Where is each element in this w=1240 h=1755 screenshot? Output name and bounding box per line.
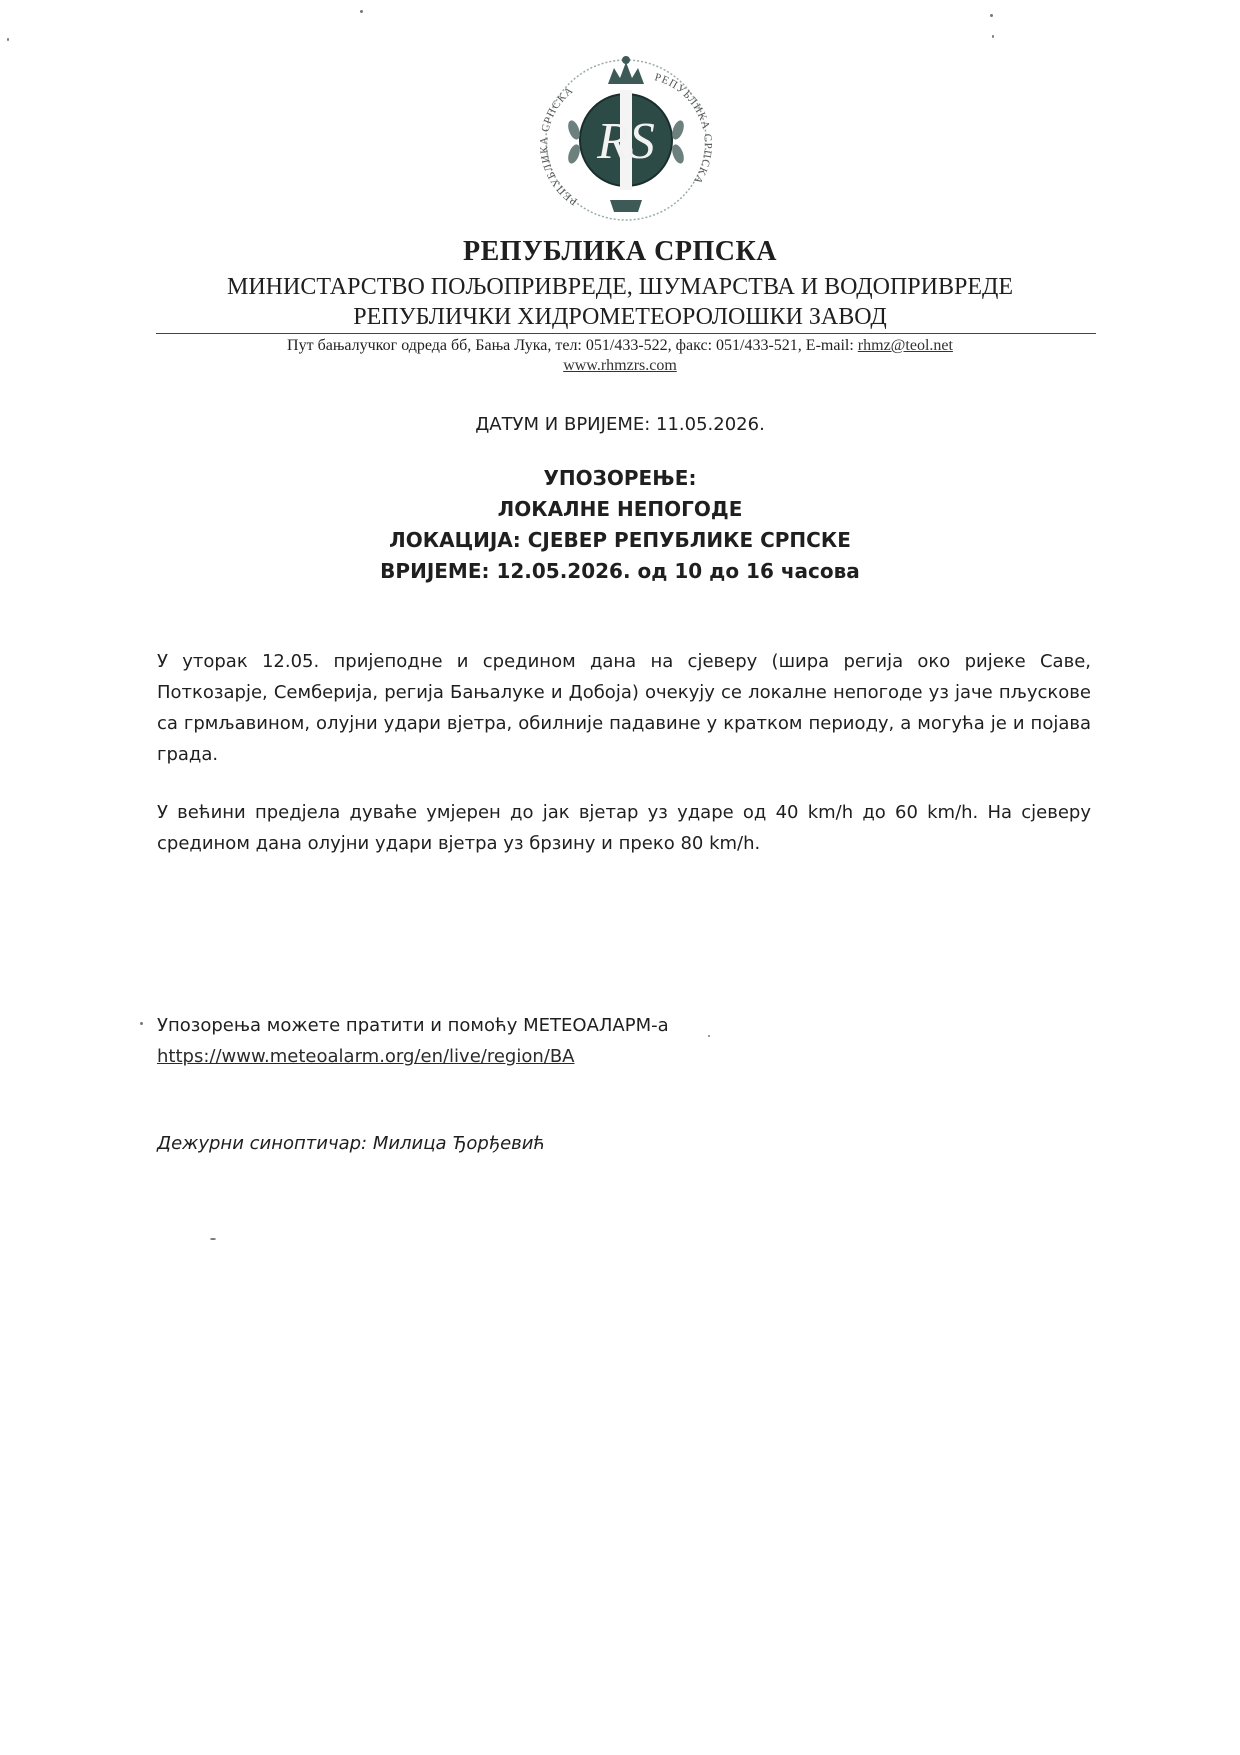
scan-speck	[992, 35, 994, 38]
scan-speck	[708, 1035, 710, 1037]
meteoalarm-note	[157, 1010, 669, 1072]
ministry-name: МИНИСТАРСТВО ПОЉОПРИВРЕДЕ, ШУМАРСТВА И ВОДОПРИВРЕДЕ	[226, 274, 1014, 300]
body-paragraph-2: У већини предјела дуваће умјерен до јак вјетар уз ударе од 40 km/h до 60 km/h. На сјеверу средином дана олујни удари вјетра уз брзину и преко 80 km/h.	[157, 802, 1091, 854]
email-link[interactable]: rhmz@teol.net	[857, 337, 953, 354]
date-line: ДАТУМ И ВРИЈЕМЕ: 11.05.2026.	[475, 414, 765, 435]
letterhead-title: РЕПУБЛИКА СРПСКА	[463, 236, 777, 267]
contact-line	[0, 337, 1240, 355]
header-divider	[156, 333, 1096, 334]
meteoalarm-note-text: Упозорења можете пратити и помоћу МЕТЕОАЛАРМ-а	[157, 1015, 669, 1036]
warning-type: ЛОКАЛНЕ НЕПОГОДЕ	[497, 497, 743, 521]
seal-arc-text-left: РЕПУБЛИКА СРПСКА	[538, 84, 580, 208]
warning-location: ЛОКАЦИЈА: СЈЕВЕР РЕПУБЛИКЕ СРПСКЕ	[389, 528, 851, 552]
scan-speck	[140, 1022, 143, 1025]
warning-heading: УПОЗОРЕЊЕ:	[543, 466, 697, 490]
website-link[interactable]: www.rhmzrs.com	[563, 357, 677, 374]
seal-arc-text-right: РЕПУБЛИКА СРПСКА	[653, 71, 714, 187]
website-line	[0, 357, 1240, 375]
body-paragraph-1: У уторак 12.05. пријеподне и средином дана на сјеверу (шира регија око ријеке Саве, Поткозарје, Семберија, регија Бањалуке и Добоја) очекују се локалне непогоде уз јаче пљускове са грмљавином, олујни удари вјетра, обилније падавине у кратком периоду, а могућа је и појава града.	[157, 651, 1091, 765]
warning-time: ВРИЈЕМЕ: 12.05.2026. од 10 до 16 часова	[380, 559, 860, 583]
meteoalarm-link[interactable]: https://www.meteoalarm.org/en/live/region/BA	[157, 1046, 575, 1067]
institute-name: РЕПУБЛИЧКИ ХИДРОМЕТЕОРОЛОШКИ ЗАВОД	[353, 304, 887, 330]
scan-speck	[7, 38, 9, 41]
contact-address: Пут бањалучког одреда бб, Бања Лука, тел: 051/433-522, факс: 051/433-521, E-mail:	[287, 337, 858, 354]
scan-speck	[990, 14, 993, 17]
coat-of-arms-seal	[538, 50, 714, 226]
forecaster-signature: Дежурни синоптичар: Милица Ђорђевић	[157, 1133, 546, 1154]
scan-speck	[360, 10, 363, 13]
svg-text:РЕПУБЛИКА СРПСКА	[538, 84, 580, 207]
scan-speck	[210, 1238, 216, 1240]
seal-monogram: RS	[597, 113, 655, 170]
